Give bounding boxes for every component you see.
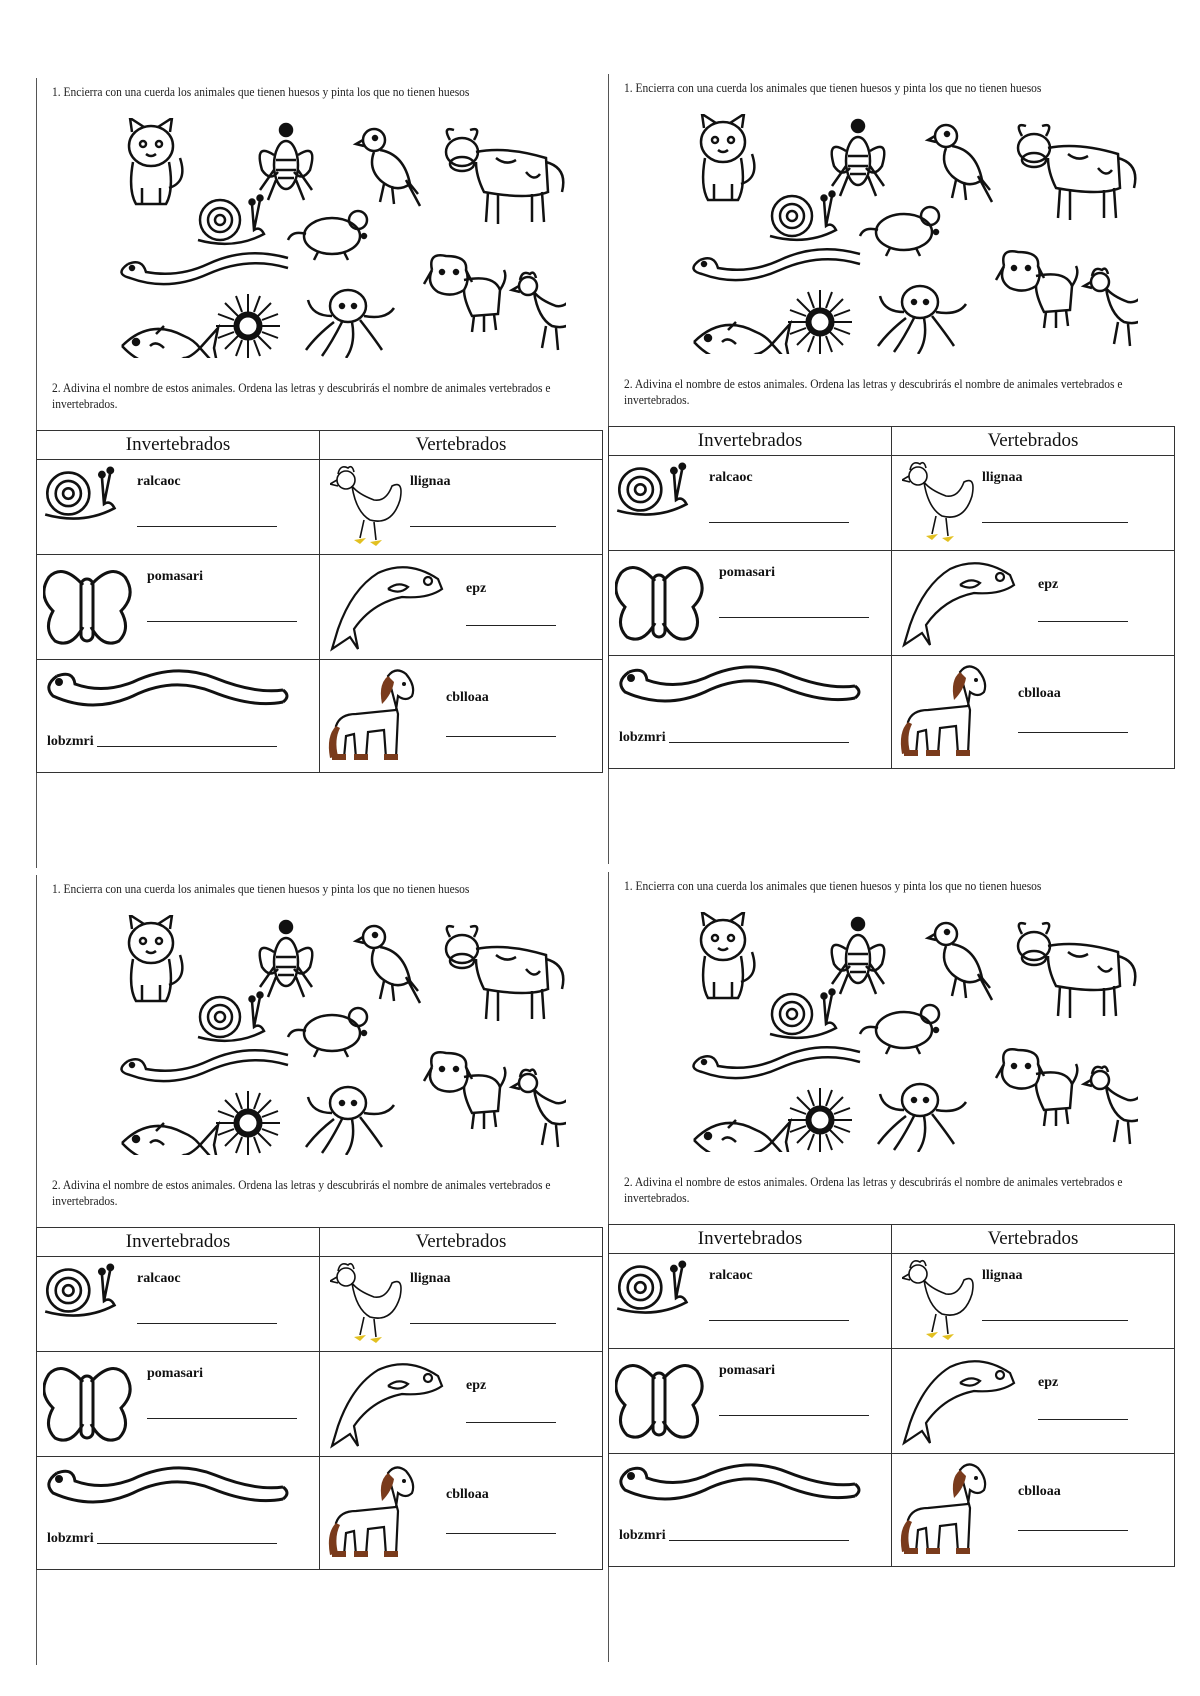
cell-hen — [320, 460, 603, 555]
cow-icon — [1018, 125, 1135, 220]
scrambled-word: epz — [1038, 577, 1059, 592]
scrambled-word: lobzmri — [47, 734, 94, 749]
scrambled-word: epz — [1038, 1375, 1059, 1390]
horse-icon — [329, 1467, 413, 1557]
bird-icon — [928, 125, 992, 202]
fish-icon — [904, 563, 1014, 645]
hen-icon — [330, 1264, 401, 1343]
answer-line[interactable] — [1038, 1419, 1128, 1420]
snail-icon — [198, 993, 264, 1041]
cell-fish — [892, 551, 1175, 656]
horse-icon — [901, 1464, 985, 1554]
worksheet-4 — [608, 872, 1176, 1662]
snail-icon — [617, 464, 686, 515]
classification-table — [608, 426, 1175, 769]
fly-icon — [260, 124, 313, 200]
header-invertebrados: Invertebrados — [609, 1225, 892, 1254]
cell-butterfly — [609, 1349, 892, 1454]
scrambled-word: llignaa — [410, 1271, 451, 1286]
worm-icon — [121, 253, 288, 284]
horse-icon — [329, 670, 413, 760]
fish-icon — [694, 322, 790, 354]
butterfly-icon — [44, 1369, 130, 1441]
scrambled-word: ralcaoc — [709, 470, 753, 485]
bird-icon — [928, 923, 992, 1000]
answer-line[interactable] — [982, 522, 1128, 523]
answer-line[interactable] — [446, 736, 556, 737]
answer-line[interactable] — [410, 526, 556, 527]
cell-hen — [892, 1254, 1175, 1349]
cell-fish — [892, 1349, 1175, 1454]
header-invertebrados: Invertebrados — [37, 1228, 320, 1257]
hen-icon — [902, 1261, 973, 1340]
fly-icon — [832, 120, 885, 196]
cell-worm — [609, 1454, 892, 1567]
dog-icon — [996, 251, 1077, 328]
instruction-2: 2. Adivina el nombre de estos animales. Ordena las letras y descubrirás el nombre de animales vertebrados e invertebrados. — [624, 377, 1123, 407]
animals-illustration — [106, 915, 566, 1155]
instruction-2: 2. Adivina el nombre de estos animales. Ordena las letras y descubrirás el nombre de animales vertebrados e invertebrados. — [52, 1178, 551, 1208]
scrambled-word: pomasari — [719, 565, 775, 580]
scrambled-word: lobzmri — [619, 1528, 666, 1543]
animals-illustration — [678, 114, 1138, 354]
sea-urchin-icon — [788, 1088, 852, 1152]
cell-horse — [892, 656, 1175, 769]
mouse-icon — [288, 211, 367, 260]
answer-line[interactable] — [147, 1418, 297, 1419]
mouse-icon — [288, 1008, 367, 1057]
scrambled-word: epz — [466, 1378, 487, 1393]
octopus-icon — [306, 290, 394, 358]
header-vertebrados: Vertebrados — [320, 1228, 603, 1257]
hen-icon — [1084, 1067, 1138, 1144]
fish-icon — [122, 326, 218, 358]
instruction-1: 1. Encierra con una cuerda los animales que tienen huesos y pinta los que no tienen huesos — [624, 81, 1042, 95]
cell-hen — [320, 1257, 603, 1352]
answer-line[interactable] — [1018, 732, 1128, 733]
fish-icon — [122, 1123, 218, 1155]
cell-horse — [320, 660, 603, 773]
dog-icon — [424, 1052, 505, 1129]
cell-fish — [320, 1352, 603, 1457]
cat-icon — [129, 915, 182, 1001]
header-invertebrados: Invertebrados — [37, 431, 320, 460]
hen-icon — [902, 463, 973, 542]
cell-butterfly — [609, 551, 892, 656]
scrambled-word: pomasari — [147, 1366, 203, 1381]
hen-icon — [330, 467, 401, 546]
worm-icon — [121, 1050, 288, 1081]
octopus-icon — [878, 1084, 966, 1152]
scrambled-word: ralcaoc — [709, 1268, 753, 1283]
worm-icon — [621, 1465, 859, 1499]
answer-line[interactable] — [466, 625, 556, 626]
header-vertebrados: Vertebrados — [892, 1225, 1175, 1254]
instruction-1: 1. Encierra con una cuerda los animales que tienen huesos y pinta los que no tienen huesos — [52, 882, 470, 896]
butterfly-icon — [616, 568, 702, 640]
header-vertebrados: Vertebrados — [320, 431, 603, 460]
fly-icon — [260, 921, 313, 997]
hen-icon — [512, 1070, 566, 1147]
worm-icon — [49, 671, 287, 705]
snail-icon — [770, 990, 836, 1038]
cell-snail — [37, 1257, 320, 1352]
cow-icon — [1018, 923, 1135, 1018]
bird-icon — [356, 926, 420, 1003]
sea-urchin-icon — [788, 290, 852, 354]
cell-worm — [609, 656, 892, 769]
scrambled-word: llignaa — [982, 1268, 1023, 1283]
answer-line[interactable] — [137, 526, 277, 527]
scrambled-word: cblloaa — [446, 1487, 489, 1502]
sea-urchin-icon — [216, 1091, 280, 1155]
cow-icon — [446, 129, 563, 224]
scrambled-word: ralcaoc — [137, 1271, 181, 1286]
instruction-2: 2. Adivina el nombre de estos animales. Ordena las letras y descubrirás el nombre de animales vertebrados e invertebrados. — [52, 381, 551, 411]
butterfly-icon — [44, 572, 130, 644]
cell-butterfly — [37, 555, 320, 660]
dog-icon — [996, 1049, 1077, 1126]
answer-line[interactable] — [97, 746, 277, 747]
instruction-1: 1. Encierra con una cuerda los animales que tienen huesos y pinta los que no tienen huesos — [52, 85, 470, 99]
snail-icon — [770, 192, 836, 240]
answer-line[interactable] — [446, 1533, 556, 1534]
scrambled-word: cblloaa — [1018, 686, 1061, 701]
bird-icon — [356, 129, 420, 206]
mouse-icon — [860, 1005, 939, 1054]
answer-line[interactable] — [1018, 1530, 1128, 1531]
scrambled-word: lobzmri — [619, 730, 666, 745]
answer-line[interactable] — [669, 742, 849, 743]
answer-line[interactable] — [1038, 621, 1128, 622]
header-invertebrados: Invertebrados — [609, 427, 892, 456]
worksheet-1 — [36, 78, 604, 868]
snail-icon — [45, 1265, 114, 1316]
scrambled-word: llignaa — [410, 474, 451, 489]
butterfly-icon — [616, 1366, 702, 1438]
snail-icon — [45, 468, 114, 519]
cell-snail — [609, 1254, 892, 1349]
scrambled-word: cblloaa — [446, 690, 489, 705]
classification-table — [36, 430, 603, 773]
octopus-icon — [306, 1087, 394, 1155]
scrambled-word: lobzmri — [47, 1531, 94, 1546]
cell-worm — [37, 1457, 320, 1570]
cell-butterfly — [37, 1352, 320, 1457]
answer-line[interactable] — [410, 1323, 556, 1324]
horse-icon — [901, 666, 985, 756]
animals-illustration — [678, 912, 1138, 1152]
cell-snail — [37, 460, 320, 555]
hen-icon — [512, 273, 566, 350]
worm-icon — [621, 667, 859, 701]
fish-icon — [332, 1364, 442, 1446]
scrambled-word: epz — [466, 581, 487, 596]
cell-worm — [37, 660, 320, 773]
fish-icon — [904, 1361, 1014, 1443]
cow-icon — [446, 926, 563, 1021]
octopus-icon — [878, 286, 966, 354]
cat-icon — [129, 118, 182, 204]
sea-urchin-icon — [216, 294, 280, 358]
cat-icon — [701, 114, 754, 200]
answer-line[interactable] — [719, 1415, 869, 1416]
instruction-2: 2. Adivina el nombre de estos animales. Ordena las letras y descubrirás el nombre de animales vertebrados e invertebrados. — [624, 1175, 1123, 1205]
dog-icon — [424, 255, 505, 332]
cell-horse — [320, 1457, 603, 1570]
snail-icon — [617, 1262, 686, 1313]
instruction-1: 1. Encierra con una cuerda los animales que tienen huesos y pinta los que no tienen huesos — [624, 879, 1042, 893]
classification-table — [608, 1224, 1175, 1567]
scrambled-word: pomasari — [719, 1363, 775, 1378]
fish-icon — [694, 1120, 790, 1152]
scrambled-word: pomasari — [147, 569, 203, 584]
mouse-icon — [860, 207, 939, 256]
answer-line[interactable] — [982, 1320, 1128, 1321]
answer-line[interactable] — [719, 617, 869, 618]
answer-line[interactable] — [97, 1543, 277, 1544]
cell-hen — [892, 456, 1175, 551]
header-vertebrados: Vertebrados — [892, 427, 1175, 456]
worm-icon — [693, 1047, 860, 1078]
worksheet-2 — [608, 74, 1176, 864]
answer-line[interactable] — [147, 621, 297, 622]
answer-line[interactable] — [669, 1540, 849, 1541]
worm-icon — [693, 249, 860, 280]
scrambled-word: ralcaoc — [137, 474, 181, 489]
snail-icon — [198, 196, 264, 244]
classification-table — [36, 1227, 603, 1570]
fish-icon — [332, 567, 442, 649]
answer-line[interactable] — [466, 1422, 556, 1423]
cell-fish — [320, 555, 603, 660]
answer-line[interactable] — [137, 1323, 277, 1324]
scrambled-word: cblloaa — [1018, 1484, 1061, 1499]
answer-line[interactable] — [709, 1320, 849, 1321]
fly-icon — [832, 918, 885, 994]
worksheet-3 — [36, 875, 604, 1665]
animals-illustration — [106, 118, 566, 358]
answer-line[interactable] — [709, 522, 849, 523]
worm-icon — [49, 1468, 287, 1502]
hen-icon — [1084, 269, 1138, 346]
cat-icon — [701, 912, 754, 998]
cell-snail — [609, 456, 892, 551]
scrambled-word: llignaa — [982, 470, 1023, 485]
cell-horse — [892, 1454, 1175, 1567]
